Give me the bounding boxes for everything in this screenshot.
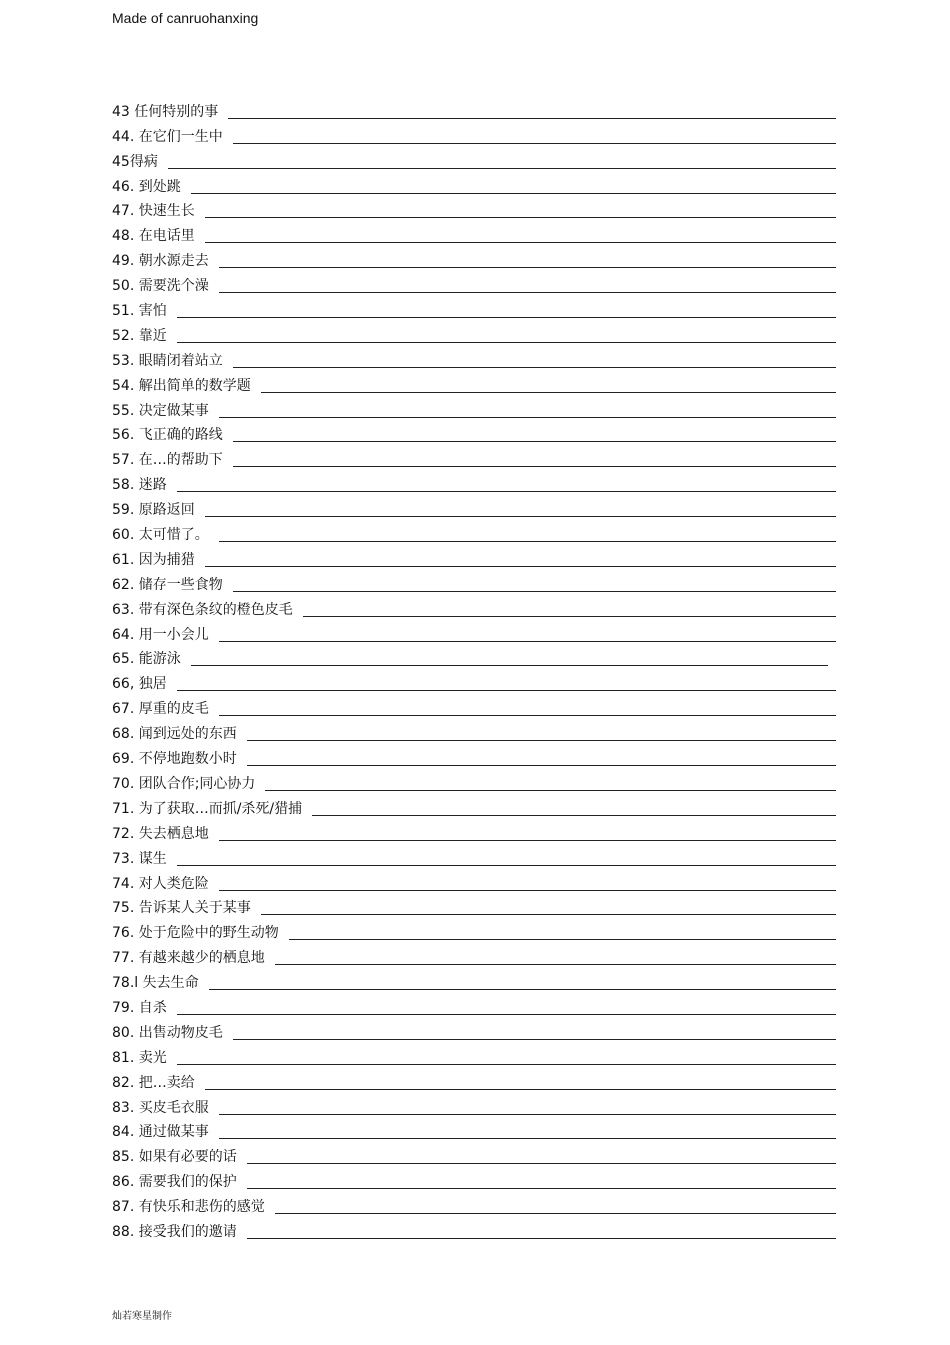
item-label: 74. 对人类危险 [112, 875, 209, 892]
list-item [112, 1141, 836, 1166]
answer-line[interactable] [219, 1113, 836, 1115]
answer-line[interactable] [233, 440, 836, 442]
answer-line[interactable] [205, 1088, 836, 1090]
answer-line[interactable] [233, 590, 836, 592]
list-item [112, 171, 836, 196]
item-label: 72. 失去栖息地 [112, 825, 209, 842]
answer-line[interactable] [205, 565, 836, 567]
answer-line[interactable] [177, 1063, 836, 1065]
item-label: 71. 为了获取…而抓/杀死/猎捕 [112, 800, 303, 817]
item-label: 50. 需要洗个澡 [112, 278, 209, 295]
answer-line[interactable] [177, 1013, 836, 1015]
answer-line[interactable] [219, 839, 836, 841]
list-item [112, 320, 836, 345]
list-item [112, 1067, 836, 1092]
item-label: 44. 在它们一生中 [112, 128, 223, 145]
answer-line[interactable] [247, 1237, 836, 1239]
list-item [112, 1042, 836, 1067]
answer-line[interactable] [275, 963, 836, 965]
list-item [112, 345, 836, 370]
list-item [112, 868, 836, 893]
item-label: 55. 决定做某事 [112, 402, 209, 419]
answer-line[interactable] [177, 689, 836, 691]
vocabulary-list [112, 96, 836, 1241]
answer-line[interactable] [219, 540, 836, 542]
item-label: 66, 独居 [112, 676, 167, 693]
item-label: 86. 需要我们的保护 [112, 1174, 237, 1191]
list-item [112, 893, 836, 918]
list-item [112, 569, 836, 594]
item-label: 43 任何特别的事 [112, 103, 219, 120]
item-label: 78.l 失去生命 [112, 975, 199, 992]
answer-line[interactable] [247, 739, 836, 741]
item-label: 77. 有越来越少的栖息地 [112, 950, 265, 967]
list-item [112, 619, 836, 644]
list-item [112, 644, 836, 669]
page-header: Made of canruohanxing [112, 10, 259, 26]
item-label: 80. 出售动物皮毛 [112, 1024, 223, 1041]
list-item [112, 220, 836, 245]
item-label: 46. 到处跳 [112, 178, 181, 195]
list-item [112, 992, 836, 1017]
item-label: 81. 卖光 [112, 1049, 167, 1066]
answer-line[interactable] [177, 316, 836, 318]
item-label: 85. 如果有必要的话 [112, 1149, 237, 1166]
answer-line[interactable] [219, 291, 836, 293]
answer-line[interactable] [247, 1187, 836, 1189]
list-item [112, 917, 836, 942]
item-label: 48. 在电话里 [112, 228, 195, 245]
list-item [112, 793, 836, 818]
answer-line[interactable] [205, 241, 836, 243]
item-label: 82. 把…卖给 [112, 1074, 195, 1091]
list-item [112, 270, 836, 295]
item-label: 53. 眼睛闭着站立 [112, 352, 223, 369]
list-item [112, 1017, 836, 1042]
list-item [112, 967, 836, 992]
item-label: 61. 因为捕猎 [112, 551, 195, 568]
answer-line[interactable] [233, 142, 836, 144]
list-item [112, 96, 836, 121]
item-label: 67. 厚重的皮毛 [112, 701, 209, 718]
list-item [112, 196, 836, 221]
item-label: 58. 迷路 [112, 477, 167, 494]
list-item [112, 544, 836, 569]
list-item [112, 1166, 836, 1191]
list-item [112, 395, 836, 420]
list-item [112, 370, 836, 395]
item-label: 60. 太可惜了。 [112, 527, 209, 544]
answer-line[interactable] [233, 1038, 836, 1040]
list-item [112, 146, 836, 171]
list-item [112, 1092, 836, 1117]
answer-line[interactable] [312, 814, 836, 816]
list-item [112, 295, 836, 320]
list-item [112, 444, 836, 469]
item-label: 83. 买皮毛衣服 [112, 1099, 209, 1116]
list-item [112, 469, 836, 494]
list-item [112, 718, 836, 743]
answer-line[interactable] [219, 266, 836, 268]
page-footer: 灿若寒星制作 [112, 1311, 172, 1322]
list-item [112, 743, 836, 768]
answer-line[interactable] [209, 988, 836, 990]
answer-line[interactable] [219, 1137, 836, 1139]
list-item [112, 768, 836, 793]
answer-line[interactable] [289, 938, 836, 940]
item-label: 79. 自杀 [112, 999, 167, 1016]
item-label: 51. 害怕 [112, 303, 167, 320]
answer-line[interactable] [247, 1162, 836, 1164]
item-label: 70. 团队合作;同心协力 [112, 775, 256, 792]
answer-line[interactable] [191, 664, 828, 666]
item-label: 69. 不停地跑数小时 [112, 751, 237, 768]
answer-line[interactable] [233, 366, 836, 368]
item-label: 65. 能游泳 [112, 651, 181, 668]
answer-line[interactable] [228, 117, 836, 119]
list-item [112, 668, 836, 693]
list-item [112, 594, 836, 619]
answer-line[interactable] [205, 216, 836, 218]
list-item [112, 1216, 836, 1241]
answer-line[interactable] [265, 789, 836, 791]
item-label: 87. 有快乐和悲伤的感觉 [112, 1199, 265, 1216]
item-label: 68. 闻到远处的东西 [112, 726, 237, 743]
item-label: 56. 飞正确的路线 [112, 427, 223, 444]
item-label: 49. 朝水源走去 [112, 253, 209, 270]
item-label: 75. 告诉某人关于某事 [112, 900, 251, 917]
list-item [112, 1117, 836, 1142]
item-label: 62. 储存一些食物 [112, 576, 223, 593]
item-label: 57. 在…的帮助下 [112, 452, 223, 469]
list-item [112, 245, 836, 270]
answer-line[interactable] [219, 889, 836, 891]
item-label: 45得病 [112, 153, 158, 170]
answer-line[interactable] [261, 913, 836, 915]
answer-line[interactable] [205, 515, 836, 517]
answer-line[interactable] [168, 167, 836, 169]
list-item [112, 693, 836, 718]
item-label: 47. 快速生长 [112, 203, 195, 220]
item-label: 84. 通过做某事 [112, 1124, 209, 1141]
answer-line[interactable] [177, 864, 836, 866]
answer-line[interactable] [261, 391, 836, 393]
list-item [112, 519, 836, 544]
item-label: 73. 谋生 [112, 850, 167, 867]
answer-line[interactable] [247, 764, 836, 766]
list-item [112, 420, 836, 445]
item-label: 88. 接受我们的邀请 [112, 1223, 237, 1240]
list-item [112, 1191, 836, 1216]
item-label: 59. 原路返回 [112, 502, 195, 519]
answer-line[interactable] [177, 490, 836, 492]
answer-line[interactable] [233, 465, 836, 467]
list-item [112, 942, 836, 967]
answer-line[interactable] [219, 416, 836, 418]
answer-line[interactable] [303, 615, 836, 617]
list-item [112, 818, 836, 843]
item-label: 52. 靠近 [112, 327, 167, 344]
item-label: 63. 带有深色条纹的橙色皮毛 [112, 601, 293, 618]
list-item [112, 843, 836, 868]
answer-line[interactable] [191, 192, 836, 194]
answer-line[interactable] [219, 640, 836, 642]
list-item [112, 121, 836, 146]
list-item [112, 494, 836, 519]
item-label: 76. 处于危险中的野生动物 [112, 925, 279, 942]
answer-line[interactable] [177, 341, 836, 343]
item-label: 64. 用一小会儿 [112, 626, 209, 643]
item-label: 54. 解出简单的数学题 [112, 377, 251, 394]
answer-line[interactable] [275, 1212, 836, 1214]
answer-line[interactable] [219, 714, 836, 716]
